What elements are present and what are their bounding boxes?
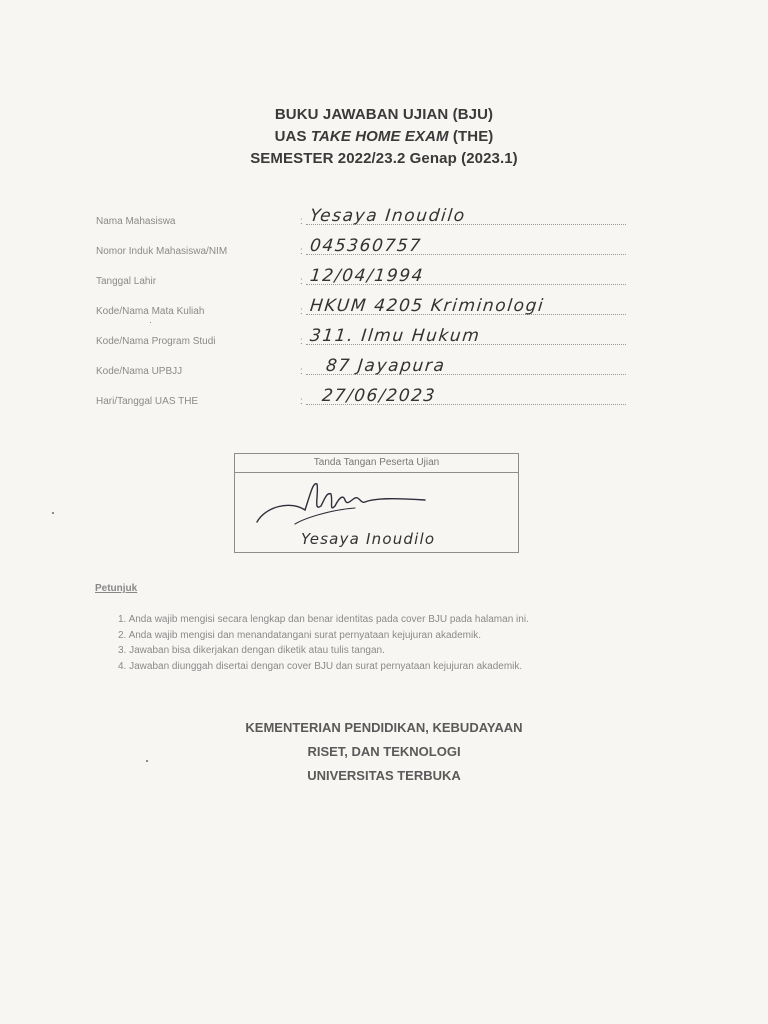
field-colon: :: [300, 306, 303, 317]
footer-line-1: KEMENTERIAN PENDIDIKAN, KEBUDAYAAN: [245, 720, 523, 735]
signature-caption: Tanda Tangan Peserta Ujian: [235, 454, 518, 473]
field-row-tanggal-lahir: [96, 260, 626, 290]
scan-speck: [150, 322, 151, 323]
field-colon: :: [300, 246, 303, 257]
field-value-handwritten: Yesaya Inoudilo: [308, 206, 467, 226]
field-value-handwritten: 045360757: [308, 236, 423, 256]
signature-box: [234, 453, 519, 553]
header-title: BUKU JAWABAN UJIAN (BJU): [274, 106, 494, 123]
field-label: Nama Mahasiswa: [96, 216, 176, 227]
signature-scribble-icon: [235, 472, 518, 552]
field-label: Nomor Induk Mahasiswa/NIM: [96, 246, 228, 257]
field-row-nim: [96, 230, 626, 260]
footer-line-3: UNIVERSITAS TERBUKA: [307, 768, 461, 783]
list-item: 1. Anda wajib mengisi secara lengkap dan benar identitas pada cover BJU pada halaman ini.: [118, 614, 529, 625]
field-row-program-studi: [96, 320, 626, 350]
field-colon: :: [300, 396, 303, 407]
header-subtitle-post: (THE): [448, 128, 494, 145]
field-row-upbjj: [96, 350, 626, 380]
list-item: 2. Anda wajib mengisi dan menandatangani surat pernyataan kejujuran akademik.: [118, 629, 482, 641]
field-label: Kode/Nama Program Studi: [96, 336, 216, 347]
document-header: [0, 104, 768, 170]
petunjuk-list: [118, 612, 529, 674]
field-row-nama: [96, 200, 626, 230]
field-value-handwritten: 87 Jayapura: [324, 356, 447, 376]
signature-name: Yesaya Inoudilo: [301, 530, 436, 548]
field-colon: :: [300, 366, 303, 377]
institution-footer: [0, 716, 768, 788]
header-subtitle: [0, 126, 768, 148]
field-colon: :: [300, 276, 303, 287]
field-row-tanggal-uas: [96, 380, 626, 410]
identity-form: [96, 200, 626, 410]
header-semester: SEMESTER 2022/23.2 Genap (2023.1): [250, 150, 518, 167]
field-colon: :: [300, 216, 303, 227]
field-value-handwritten: HKUM 4205 Kriminologi: [308, 296, 546, 316]
scan-speck: [146, 760, 148, 762]
field-label: Hari/Tanggal UAS THE: [96, 396, 199, 407]
field-label: Tanggal Lahir: [96, 276, 157, 287]
footer-line-2: RISET, DAN TEKNOLOGI: [307, 744, 461, 759]
field-value-handwritten: 311. Ilmu Hukum: [308, 326, 482, 346]
field-value-handwritten: 27/06/2023: [320, 386, 438, 406]
field-colon: :: [300, 336, 303, 347]
petunjuk-title: Petunjuk: [95, 583, 138, 594]
field-label: Kode/Nama Mata Kuliah: [96, 306, 205, 317]
field-row-mata-kuliah: [96, 290, 626, 320]
scan-speck: [52, 512, 54, 514]
list-item: 3. Jawaban bisa dikerjakan dengan diketik atau tulis tangan.: [118, 645, 385, 656]
list-item: 4. Jawaban diunggah disertai dengan cover BJU dan surat pernyataan kejujuran akademik.: [118, 660, 523, 672]
field-value-handwritten: 12/04/1994: [308, 266, 426, 286]
field-label: Kode/Nama UPBJJ: [96, 366, 183, 377]
header-subtitle-italic: TAKE HOME EXAM: [310, 128, 449, 145]
header-subtitle-pre: UAS: [274, 128, 311, 145]
